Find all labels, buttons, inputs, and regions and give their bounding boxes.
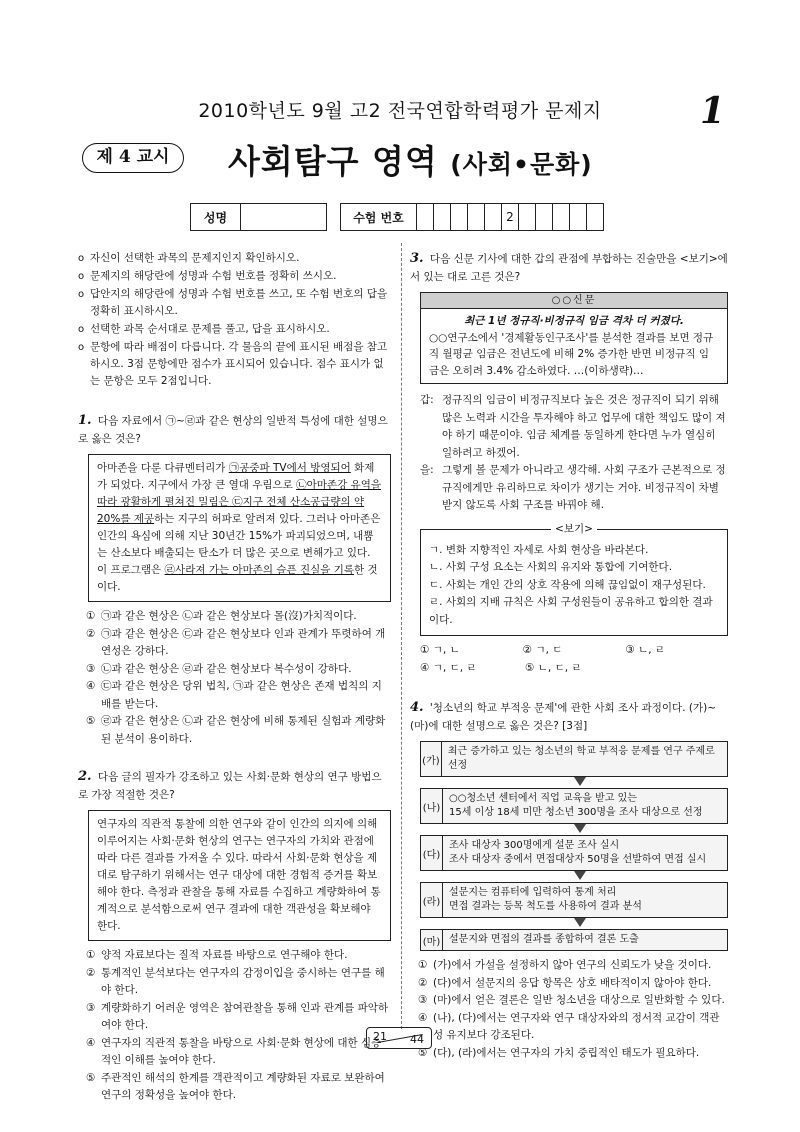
passage-box: 아마존을 다룬 다큐멘터리가 ㉠공중파 TV에서 방영되어 화제가 되었다. 지구에서 가장 큰 열대 우림으로 ㉡아마존강 유역을 따라 광활하게 펼쳐진 밀림은 ㉢지구 전체 산소공급량의 약 20%를 제공하는 지구의 허파로 알려져 있다. 그러나 아마존은 인간의 욕심에 의해 지난 30년간 15%가 파괴되었으며, 내뿜는 산소보다 배출되는 탄소가 더 많은 곳으로 변해가고 있다. 이 프로그램은 ㉣사라져 가는 아마존의 슬픈 진실을 기록한 것이다. xyxy=(88,454,391,602)
exam-no-fixed-digit: 2 xyxy=(502,204,519,231)
arrow-down-icon xyxy=(420,777,728,788)
exam-title: 2010학년도 9월 고2 전국연합학력평가 문제지 xyxy=(198,100,602,122)
instructions xyxy=(78,250,391,390)
news-text: ○○연구소에서 '경제활동인구조사'를 분석한 결과를 보면 정규직 월평균 임금은 전년도에 비해 2% 증가한 반면 비정규직 임금은 오히려 3.4% 감소하였다. …(이하생략)… xyxy=(429,331,714,377)
choice-4[interactable]: ④ ㉢과 같은 현상은 당위 법칙, ㉠과 같은 현상은 존재 법칙의 지배를 받는다. xyxy=(86,680,382,710)
arrow-down-icon xyxy=(420,871,728,882)
name-label: 성명 xyxy=(191,204,241,231)
column-divider xyxy=(401,243,402,1029)
choice-5[interactable]: ⑤ ㉣과 같은 현상은 ㉡과 같은 현상에 비해 통제된 실험과 계량화된 분석이 용이하다. xyxy=(86,715,386,745)
flow-step-na: (나) ○○청소년 센터에서 직업 교육을 받고 있는 15세 이상 18세 미만 청소년 300명을 조사 대상으로 선정 xyxy=(420,788,728,824)
question-number: 2. xyxy=(78,769,92,784)
choice-2[interactable]: ② ㉠과 같은 현상은 ㉢과 같은 현상보다 인과 관계가 뚜렷하여 개연성은 강하다. xyxy=(86,627,386,657)
id-table xyxy=(190,203,604,231)
choice-list xyxy=(86,947,391,1105)
flow-step-da: (다) 조사 대상자 300명에게 설문 조사 실시 조사 대상자 중에서 면접대상자 50명을 선발하여 면접 실시 xyxy=(420,835,728,871)
question-prompt: 다음 자료에서 ㉠~㉣과 같은 현상의 일반적 특성에 대한 설명으로 옳은 것은? xyxy=(78,415,388,445)
exam-no-cell[interactable] xyxy=(587,204,604,231)
instruction-item: o 문제지의 해당란에 성명과 수험 번호를 정확히 쓰시오. xyxy=(78,268,391,285)
answer-2[interactable]: ② ㄱ, ㄷ xyxy=(522,644,563,656)
choice-5[interactable]: ⑤ 주관적인 해석의 한계를 객관적이고 계량화된 자료로 보완하여 연구의 정확성을 높여야 한다. xyxy=(86,1071,385,1101)
instruction-item: o 선택한 과목 순서대로 문제를 풀고, 답을 표시하시오. xyxy=(78,321,391,338)
arrow-down-icon xyxy=(420,918,728,929)
bogi-box xyxy=(420,522,728,637)
page-number: 1 xyxy=(700,90,726,132)
choice-2[interactable]: ② 통계적인 분석보다는 연구자의 감정이입을 중시하는 연구를 해야 한다. xyxy=(86,966,385,996)
exam-no-cell[interactable] xyxy=(451,204,468,231)
flow-step-ga: (가) 최근 증가하고 있는 청소년의 학교 부적응 문제를 연구 주제로 선정 xyxy=(420,741,728,777)
answer-3[interactable]: ③ ㄴ, ㄹ xyxy=(625,644,666,656)
question-number: 3. xyxy=(410,251,424,266)
passage-box: 연구자의 직관적 통찰에 의한 연구와 같이 인간의 의지에 의해 이루어지는 사회·문화 현상의 연구는 연구자의 가치와 관점에 따라 다른 결과를 가져올 수 있다. 따라서 사회·문화 현상을 제대로 탐구하기 위해서는 연구 대상에 대한 경험적 증거를 확보해야 한다. 측정과 관찰을 통해 자료를 수집하고 계량화하여 통계적으로 분석함으로써 연구 결과에 대한 객관성을 확보해야 한다. xyxy=(88,810,391,941)
subject-title xyxy=(228,136,593,183)
choice-5[interactable]: ⑤ (다), (라)에서는 연구자의 가치 중립적인 태도가 필요하다. xyxy=(418,1046,700,1059)
bogi-item: ㄹ. 사회의 지배 규칙은 사회 구성원들이 공유하고 합의한 결과이다. xyxy=(429,596,713,626)
question-3 xyxy=(410,250,728,677)
subject-sub: (사회•문화) xyxy=(450,150,593,179)
speaker-eul: 을: 그렇게 볼 문제가 아니라고 생각해. 사회 구조가 근본적으로 정규직에게만 유리하므로 차이가 생기는 거야. 비정규직이 차별받지 않도록 사회 구조를 바꿔야 해. xyxy=(420,464,726,511)
question-prompt: '청소년의 학교 부적응 문제'에 관한 사회 조사 과정이다. (가)~(마)에 대한 설명으로 옳은 것은? [3점] xyxy=(410,702,717,732)
choice-3[interactable]: ③ ㉡과 같은 현상은 ㉣과 같은 현상보다 복수성이 강하다. xyxy=(86,662,352,675)
answer-4[interactable]: ④ ㄱ, ㄷ, ㄹ xyxy=(420,661,477,674)
news-headline: 최근 1년 정규직·비정규직 임금 격차 더 커졌다. xyxy=(464,315,684,327)
bogi-label: <보기> xyxy=(551,523,597,535)
exam-no-cell[interactable] xyxy=(536,204,553,231)
page-counter xyxy=(366,1027,432,1049)
choice-list xyxy=(86,608,391,748)
flow-step-ma: (마) 설문지와 면접의 결과를 종합하여 결론 도출 xyxy=(420,929,728,951)
page-current: 21 xyxy=(373,1030,387,1043)
choice-1[interactable]: ① (가)에서 가설을 설정하지 않아 연구의 신뢰도가 낮을 것이다. xyxy=(418,959,712,971)
question-4 xyxy=(410,699,728,1062)
answer-row xyxy=(420,660,728,678)
speaker-gap: 갑: 정규직의 임금이 비정규직보다 높은 것은 정규직이 되기 위해 많은 노력과 시간을 투자해야 하고 업무에 대한 책임도 많이 져야 하기 때문이야. 임금 체계를 동일하게 한다면 누가 열심히 일하려고 하겠어. xyxy=(420,394,726,459)
bogi-item: ㄱ. 변화 지향적인 자세로 사회 현상을 바라본다. xyxy=(429,543,649,556)
exam-no-cell[interactable] xyxy=(434,204,451,231)
question-prompt: 다음 글의 필자가 강조하고 있는 사회·문화 현상의 연구 방법으로 가장 적절한 것은? xyxy=(78,771,382,801)
left-column xyxy=(78,250,391,1105)
exam-no-cell[interactable] xyxy=(485,204,502,231)
name-field[interactable] xyxy=(241,204,327,231)
choice-2[interactable]: ② (다)에서 설문지의 응답 항목은 상호 배타적이지 않아야 한다. xyxy=(418,976,712,989)
period-badge: 제 4 교시 xyxy=(82,143,184,173)
choice-3[interactable]: ③ (마)에서 얻은 결론은 일반 청소년을 대상으로 일반화할 수 있다. xyxy=(418,994,725,1006)
choice-4[interactable]: ④ 연구자의 직관적 통찰을 바탕으로 사회·문화 현상에 대한 심층적인 이해를 높여야 한다. xyxy=(86,1036,382,1066)
arrow-down-icon xyxy=(420,824,728,835)
choice-3[interactable]: ③ 계량화하기 어려운 영역은 참여관찰을 통해 인과 관계를 파악하여야 한다. xyxy=(86,1001,389,1031)
question-number: 4. xyxy=(410,700,424,715)
answer-5[interactable]: ⑤ ㄴ, ㄷ, ㄹ xyxy=(525,661,582,674)
exam-no-cell[interactable] xyxy=(553,204,570,231)
subject-main: 사회탐구 영역 xyxy=(228,142,438,181)
choice-list xyxy=(418,957,728,1062)
exam-no-label: 수험 번호 xyxy=(341,204,417,231)
choice-4[interactable]: ④ (나), (다)에서는 연구자와 연구 대상자와의 정서적 교감이 객관성 유지보다 강조된다. xyxy=(418,1011,720,1041)
instruction-item: o 자신이 선택한 과목의 문제지인지 확인하시오. xyxy=(78,250,391,267)
answer-1[interactable]: ① ㄱ, ㄴ xyxy=(420,644,460,656)
flow-step-ra: (라) 설문지는 컴퓨터에 입력하여 통계 처리 면접 결과는 등목 척도를 사용하여 결과 분석 xyxy=(420,882,728,918)
news-source: ○○신문 xyxy=(421,293,727,309)
exam-no-cell[interactable] xyxy=(468,204,485,231)
instruction-item: o 답안지의 해당란에 성명과 수험 번호를 쓰고, 또 수험 번호의 답을 정확히 표시하시오. xyxy=(78,286,391,320)
bogi-item: ㄷ. 사회는 개인 간의 상호 작용에 의해 끊임없이 재구성된다. xyxy=(429,578,706,591)
instruction-item: o 문항에 따라 배점이 다릅니다. 각 물음의 끝에 표시된 배점을 참고하시오. 3점 문항에만 점수가 표시되어 있습니다. 점수 표시가 없는 문항은 모두 2점입니다. xyxy=(78,339,391,390)
exam-no-cell[interactable] xyxy=(519,204,536,231)
question-1 xyxy=(78,412,391,748)
answer-row xyxy=(420,642,728,660)
research-flow xyxy=(420,741,728,951)
question-prompt: 다음 신문 기사에 대한 갑의 관점에 부합하는 진술만을 <보기>에서 있는 대로 고른 것은? xyxy=(410,253,728,283)
right-column xyxy=(410,250,728,1062)
choice-1[interactable]: ① ㉠과 같은 현상은 ㉡과 같은 현상보다 몰(沒)가치적이다. xyxy=(86,610,357,622)
choice-1[interactable]: ① 양적 자료보다는 질적 자료를 바탕으로 연구해야 한다. xyxy=(86,949,348,961)
page-total: 44 xyxy=(410,1033,424,1046)
dialog xyxy=(420,392,728,515)
question-2 xyxy=(78,768,391,1105)
bogi-item: ㄴ. 사회 구성 요소는 사회의 유지와 통합에 기여한다. xyxy=(429,561,673,573)
question-number: 1. xyxy=(78,413,92,428)
exam-no-cell[interactable] xyxy=(570,204,587,231)
exam-no-cell[interactable] xyxy=(417,204,434,231)
news-article xyxy=(420,292,728,384)
